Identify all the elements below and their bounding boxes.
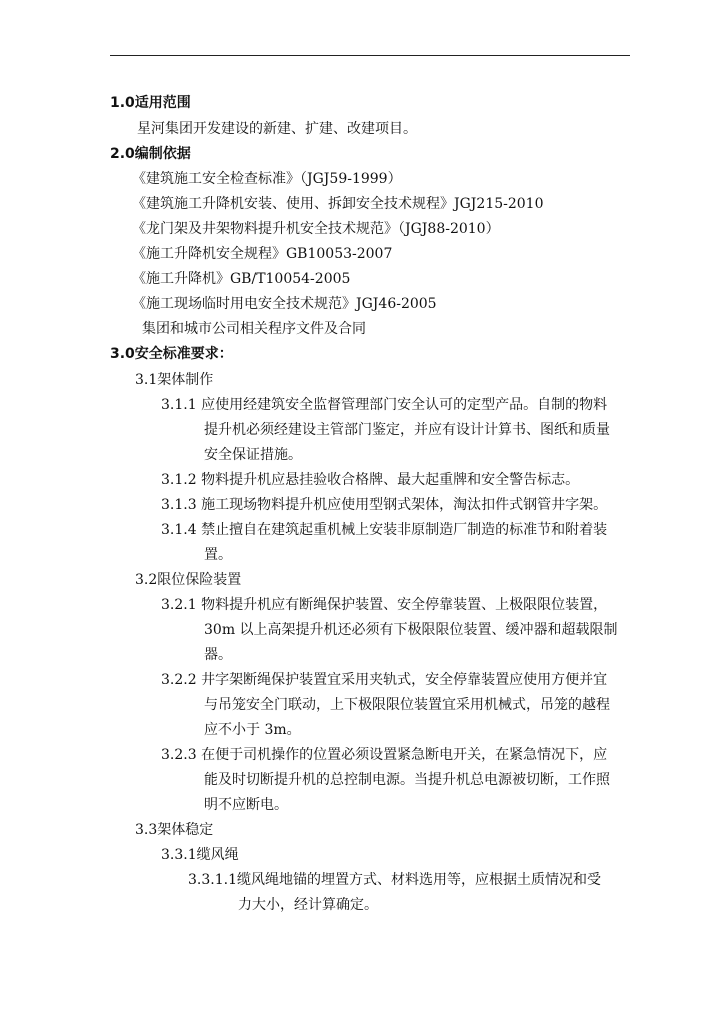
subsection-3-2-heading: 3.2限位保险装置 (135, 572, 242, 588)
subsection-3-1-heading: 3.1架体制作 (135, 372, 214, 388)
clause-3-2-3-cont: 能及时切断提升机的总控制电源。当提升机总电源被切断，工作照 (204, 772, 610, 788)
reference-item: 《施工升降机安全规程》GB10053-2007 (132, 246, 393, 262)
section-1-body: 星河集团开发建设的新建、扩建、改建项目。 (137, 121, 417, 137)
section-1-heading: 1.0适用范围 (110, 95, 191, 111)
clause-3-1-3: 3.1.3 施工现场物料提升机应使用型钢式架体，淘汰扣件式钢管井字架。 (161, 497, 608, 513)
reference-item: 《龙门架及井架物料提升机安全技术规范》（JGJ88-2010） (132, 221, 500, 237)
clause-3-2-1: 3.2.1 物料提升机应有断绳保护装置、安全停靠装置、上极限限位装置， (161, 597, 608, 613)
clause-3-2-2-cont: 应不小于 3m。 (204, 722, 301, 738)
clause-3-1-2: 3.1.2 物料提升机应悬挂验收合格牌、最大起重牌和安全警告标志。 (161, 472, 580, 488)
subsection-3-3-heading: 3.3架体稳定 (135, 822, 214, 838)
section-3-heading: 3.0安全标准要求： (110, 346, 233, 362)
clause-3-3-1-1: 3.3.1.1缆风绳地锚的埋置方式、材料选用等，应根据土质情况和受 (188, 872, 601, 888)
reference-item: 《施工现场临时用电安全技术规范》JGJ46-2005 (132, 296, 437, 312)
clause-3-3-1-1-cont: 力大小，经计算确定。 (238, 897, 378, 913)
reference-item: 集团和城市公司相关程序文件及合同 (142, 321, 366, 337)
clause-3-2-1-cont: 30m 以上高架提升机还必须有下极限限位装置、缓冲器和超载限制 (204, 622, 618, 638)
clause-3-1-1: 3.1.1 应使用经建筑安全监督管理部门安全认可的定型产品。自制的物料 (161, 397, 608, 413)
clause-3-1-1-cont: 安全保证措施。 (204, 447, 302, 463)
clause-3-2-3: 3.2.3 在便于司机操作的位置必须设置紧急断电开关，在紧急情况下，应 (161, 747, 608, 763)
clause-3-2-3-cont: 明不应断电。 (204, 797, 288, 813)
clause-3-2-1-cont: 器。 (204, 647, 232, 663)
section-2-heading: 2.0编制依据 (110, 146, 191, 162)
clause-3-2-2-cont: 与吊笼安全门联动，上下极限限位装置宜采用机械式，吊笼的越程 (204, 697, 610, 713)
clause-3-1-4: 3.1.4 禁止擅自在建筑起重机械上安装非原制造厂制造的标准节和附着装 (161, 522, 608, 538)
subsection-3-3-1-heading: 3.3.1缆风绳 (161, 847, 239, 863)
clause-3-2-2: 3.2.2 井字架断绳保护装置宜采用夹轨式，安全停靠装置应使用方便并宜 (161, 672, 608, 688)
clause-3-1-1-cont: 提升机必须经建设主管部门鉴定，并应有设计计算书、图纸和质量 (204, 422, 610, 438)
header-rule (110, 55, 630, 56)
clause-3-1-4-cont: 置。 (204, 547, 232, 563)
reference-item: 《施工升降机》GB/T10054-2005 (132, 271, 351, 287)
reference-item: 《建筑施工升降机安装、使用、拆卸安全技术规程》JGJ215-2010 (132, 196, 544, 212)
reference-item: 《建筑施工安全检查标准》（JGJ59-1999） (132, 171, 402, 187)
